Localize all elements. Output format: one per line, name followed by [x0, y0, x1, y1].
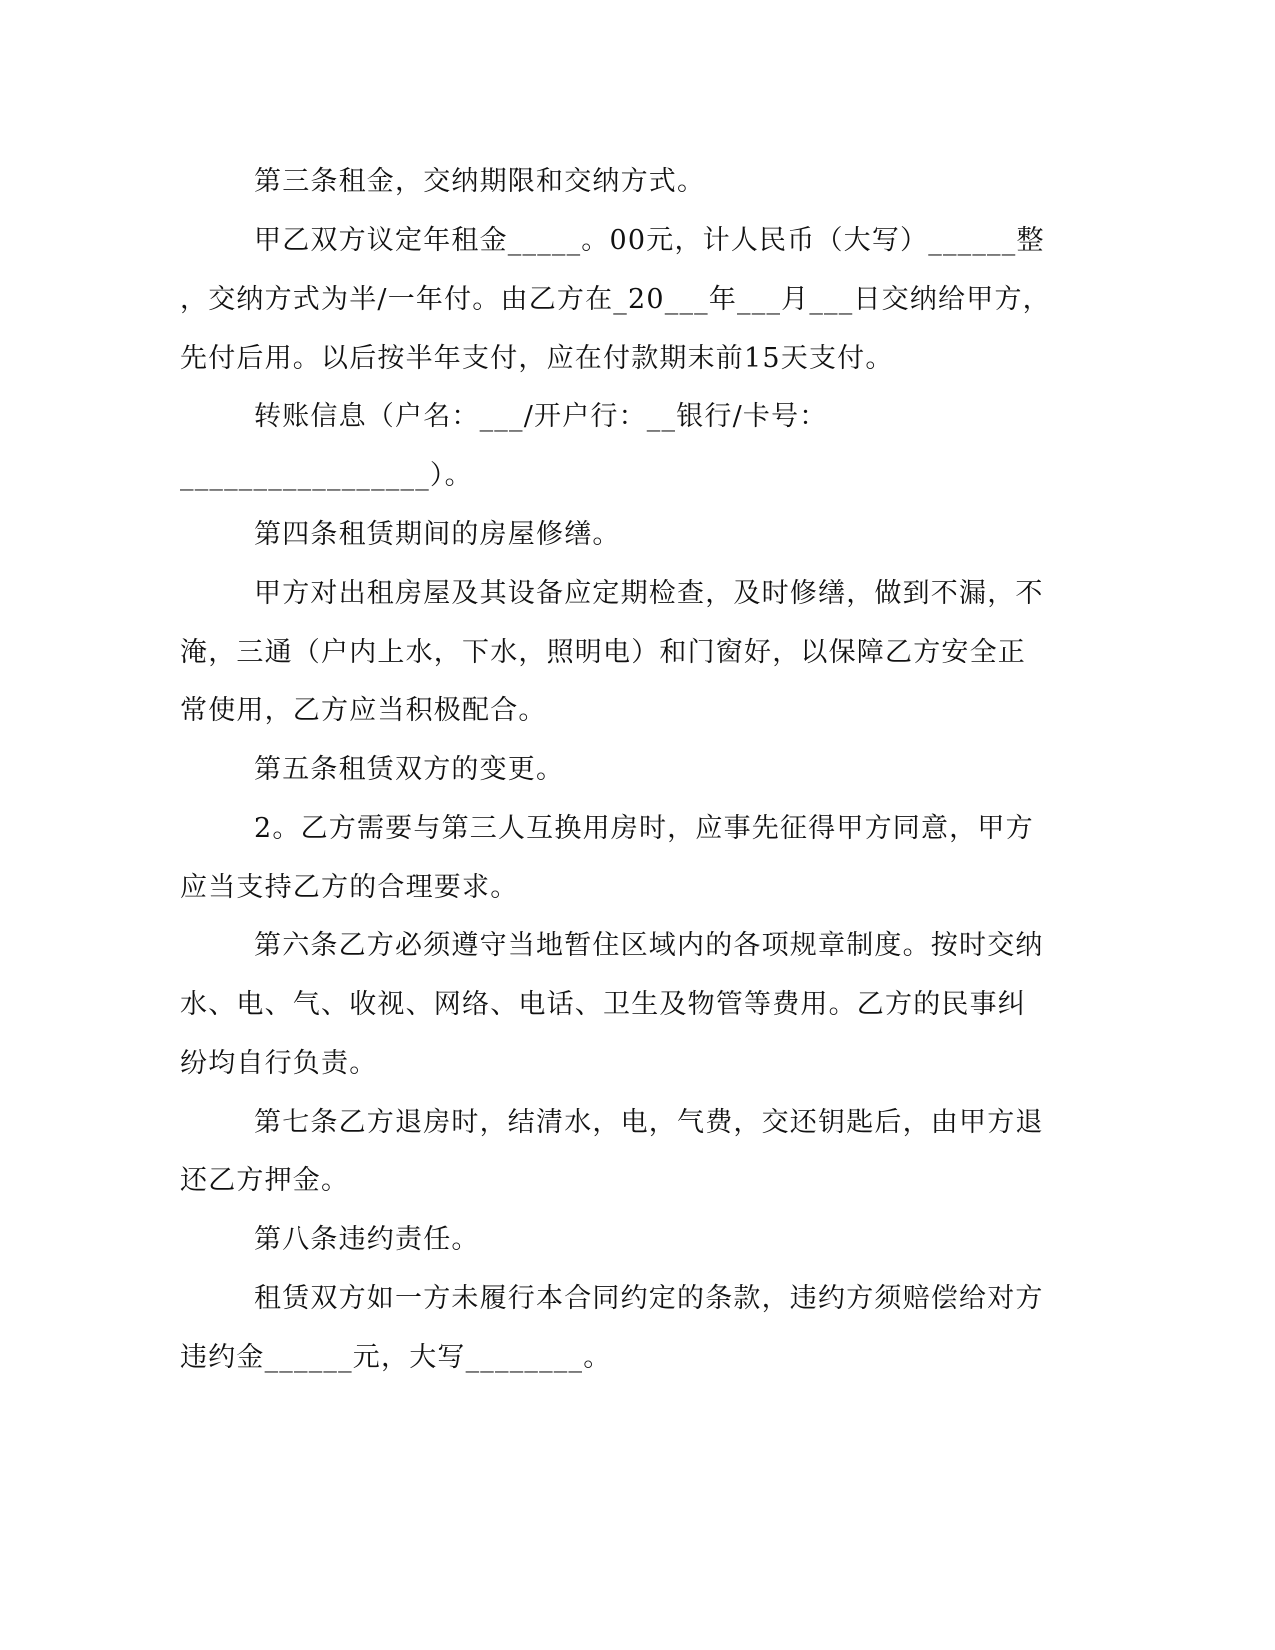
article-4-heading: 第四条租赁期间的房屋修缮。	[254, 519, 621, 550]
paragraph-line: 2。乙方需要与第三人互换用房时，应事先征得甲方同意，甲方	[254, 813, 1034, 844]
paragraph-line: 先付后用。以后按半年支付，应在付款期末前15天支付。	[180, 343, 894, 374]
paragraph-line: ，交纳方式为半/一年付。由乙方在_20___年___月___日交纳给甲方，	[180, 284, 1051, 315]
article-5-heading: 第五条租赁双方的变更。	[254, 754, 565, 785]
article-7-line: 第七条乙方退房时，结清水，电，气费，交还钥匙后，由甲方退	[254, 1107, 1044, 1138]
paragraph-line: 违约金______元，大写________。	[180, 1342, 612, 1373]
article-6-line: 第六条乙方必须遵守当地暂住区域内的各项规章制度。按时交纳	[254, 930, 1044, 961]
paragraph-line: 纷均自行负责。	[180, 1048, 378, 1079]
paragraph-line: 淹，三通（户内上水，下水，照明电）和门窗好，以保障乙方安全正	[180, 637, 1026, 668]
paragraph-line: _________________）。	[180, 460, 473, 491]
paragraph-line: 甲方对出租房屋及其设备应定期检查，及时修缮，做到不漏，不	[254, 578, 1044, 609]
paragraph-line: 租赁双方如一方未履行本合同约定的条款，违约方须赔偿给对方	[254, 1283, 1044, 1314]
paragraph-line: 水、电、气、收视、网络、电话、卫生及物管等费用。乙方的民事纠	[180, 989, 1026, 1020]
paragraph-line: 常使用，乙方应当积极配合。	[180, 695, 547, 726]
paragraph-line: 转账信息（户名：___/开户行：__银行/卡号：	[254, 401, 828, 432]
paragraph-line: 还乙方押金。	[180, 1165, 350, 1196]
article-8-heading: 第八条违约责任。	[254, 1224, 480, 1255]
paragraph-line: 应当支持乙方的合理要求。	[180, 872, 519, 903]
paragraph-line: 甲乙双方议定年租金_____。00元，计人民币（大写）______整	[254, 225, 1045, 256]
article-3-heading: 第三条租金，交纳期限和交纳方式。	[254, 166, 706, 197]
